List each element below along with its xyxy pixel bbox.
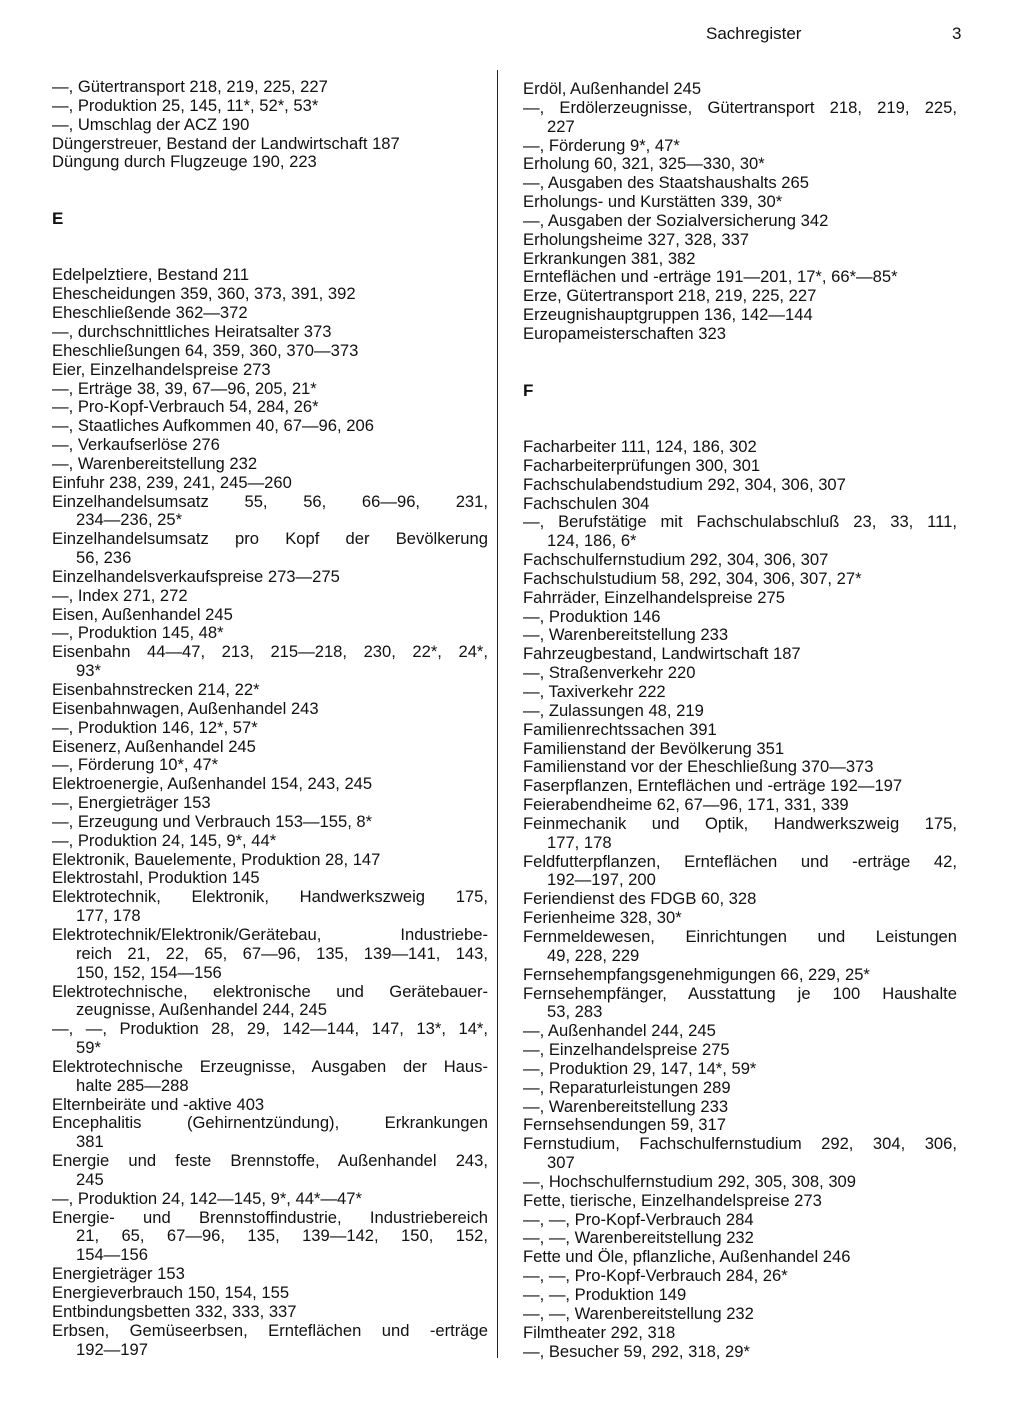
section-gap: [523, 344, 957, 382]
index-entry: —, Produktion 146: [523, 606, 661, 626]
index-entry-continuation: 59*: [76, 1038, 101, 1058]
index-entry: Entbindungsbetten 332, 333, 337: [52, 1301, 297, 1321]
index-entry: Energieträger 153: [52, 1264, 185, 1284]
index-entry-continuation: 154—156: [76, 1245, 148, 1265]
page-header: [0, 24, 1024, 48]
index-column-right: [523, 80, 957, 1361]
index-entry: Feierabendheime 62, 67—96, 171, 331, 339: [523, 795, 849, 815]
index-entry: —, Produktion 25, 145, 11*, 52*, 53*: [52, 95, 319, 115]
index-entry: —, —, Warenbereitstellung 232: [523, 1303, 754, 1323]
index-entry: Facharbeiter 111, 124, 186, 302: [523, 437, 757, 457]
index-entry: Elektronik, Bauelemente, Produktion 28, 147: [52, 849, 381, 869]
page-number: 3: [952, 24, 962, 43]
index-entry: —, Straßenverkehr 220: [523, 663, 696, 683]
index-entry: Elektrotechnik, Elektronik, Handwerkszweig 175,: [52, 887, 488, 907]
index-entry: —, Energieträger 153: [52, 793, 211, 813]
index-entry: —, Verkaufserlöse 276: [52, 435, 220, 455]
index-entry: Facharbeiterprüfungen 300, 301: [523, 455, 761, 475]
section-gap: [52, 229, 488, 267]
index-entry-continuation: 150, 152, 154—156: [76, 962, 222, 982]
index-entry: Feldfutterpflanzen, Ernteflächen und -erträge 42,: [523, 851, 957, 871]
index-entry: Erze, Gütertransport 218, 219, 225, 227: [523, 286, 817, 306]
index-entry: —, Zulassungen 48, 219: [523, 700, 704, 720]
index-entry: Erkrankungen 381, 382: [523, 248, 696, 268]
index-entry: —, Besucher 59, 292, 318, 29*: [523, 1341, 750, 1361]
index-entry: —, Reparaturleistungen 289: [523, 1077, 731, 1097]
index-entry: Erholungs- und Kurstätten 339, 30*: [523, 192, 783, 212]
index-entry: Filmtheater 292, 318: [523, 1322, 676, 1342]
index-entry: Erzeugnishauptgruppen 136, 142—144: [523, 305, 813, 325]
index-entry: —, Warenbereitstellung 233: [523, 625, 729, 645]
section-letter: E: [52, 208, 64, 228]
index-entry: —, Erdölerzeugnisse, Gütertransport 218, 219, 225,: [523, 97, 957, 117]
index-entry: Energie- und Brennstoffindustrie, Industriebereich: [52, 1207, 488, 1227]
index-entry: —, Förderung 9*, 47*: [523, 135, 680, 155]
index-entry: —, Außenhandel 244, 245: [523, 1021, 716, 1041]
section-gap: [523, 400, 957, 438]
index-entry: —, Warenbereitstellung 232: [52, 453, 258, 473]
index-entry: Erbsen, Gemüseerbsen, Ernteflächen und -erträge: [52, 1320, 488, 1340]
index-entry: Erholungsheime 327, 328, 337: [523, 229, 750, 249]
section-letter: F: [523, 380, 534, 400]
index-entry: Fahrräder, Einzelhandelspreise 275: [523, 587, 785, 607]
section-gap: [52, 172, 488, 210]
index-entry: Fahrzeugbestand, Landwirtschaft 187: [523, 644, 801, 664]
index-entry: Fachschulfernstudium 292, 304, 306, 307: [523, 550, 829, 570]
index-entry: Elektrotechnik/Elektronik/Gerätebau, Industriebe-: [52, 924, 488, 944]
index-entry: —, Ausgaben des Staatshaushalts 265: [523, 173, 809, 193]
index-entry: —, Einzelhandelspreise 275: [523, 1040, 730, 1060]
index-entry-continuation: 192—197, 200: [547, 870, 656, 890]
index-entry: Elektrostahl, Produktion 145: [52, 868, 260, 888]
index-entry: Einzelhandelsumsatz 55, 56, 66—96, 231,: [52, 491, 488, 511]
index-entry-continuation: 124, 186, 6*: [547, 531, 637, 551]
index-entry: Fette und Öle, pflanzliche, Außenhandel 246: [523, 1247, 851, 1267]
index-column-left: [52, 78, 488, 1359]
index-entry: Erholung 60, 321, 325—330, 30*: [523, 154, 765, 174]
index-entry: Eisenerz, Außenhandel 245: [52, 736, 256, 756]
index-entry: —, Produktion 24, 142—145, 9*, 44*—47*: [52, 1188, 362, 1208]
index-entry: Familienstand vor der Eheschließung 370—373: [523, 757, 874, 777]
index-entry: —, Gütertransport 218, 219, 225, 227: [52, 77, 328, 96]
index-entry-continuation: zeugnisse, Außenhandel 244, 245: [76, 1000, 327, 1020]
index-entry: Fachschulen 304: [523, 493, 650, 513]
index-entry: —, —, Produktion 149: [523, 1285, 687, 1304]
index-entry: —, Produktion 146, 12*, 57*: [52, 717, 258, 737]
index-entry: —, —, Pro-Kopf-Verbrauch 284, 26*: [523, 1266, 788, 1286]
index-entry: Fernsehsendungen 59, 317: [523, 1115, 726, 1135]
index-entry: Ferienheime 328, 30*: [523, 908, 682, 928]
index-entry: Feriendienst des FDGB 60, 328: [523, 889, 757, 909]
index-entry: —, Produktion 24, 145, 9*, 44*: [52, 830, 277, 850]
index-entry: —, Produktion 145, 48*: [52, 623, 224, 643]
index-entry: Elektrotechnische Erzeugnisse, Ausgaben der Haus-: [52, 1056, 488, 1076]
index-entry: Fachschulabendstudium 292, 304, 306, 307: [523, 474, 846, 494]
index-entry: Energieverbrauch 150, 154, 155: [52, 1283, 290, 1302]
index-entry: Eisenbahnwagen, Außenhandel 243: [52, 698, 319, 718]
index-entry: Encephalitis (Gehirnentzündung), Erkrankungen: [52, 1113, 488, 1133]
index-entry-continuation: 234—236, 25*: [76, 510, 183, 530]
index-entry: —, Staatliches Aufkommen 40, 67—96, 206: [52, 416, 374, 436]
index-entry: —, Erzeugung und Verbrauch 153—155, 8*: [52, 811, 373, 831]
index-entry: Eisenbahnstrecken 214, 22*: [52, 680, 260, 699]
index-entry: —, Ausgaben der Sozialversicherung 342: [523, 210, 829, 230]
index-entry: Fernstudium, Fachschulfernstudium 292, 304, 306,: [523, 1134, 957, 1154]
index-entry: —, —, Pro-Kopf-Verbrauch 284: [523, 1209, 754, 1229]
index-entry-continuation: 53, 283: [547, 1002, 603, 1022]
index-entry: —, Taxiverkehr 222: [523, 682, 666, 701]
index-entry: Energie und feste Brennstoffe, Außenhandel 243,: [52, 1151, 488, 1171]
index-entry: —, durchschnittliches Heiratsalter 373: [52, 321, 332, 341]
index-entry: Fette, tierische, Einzelhandelspreise 273: [523, 1190, 822, 1210]
index-entry: Erdöl, Außenhandel 245: [523, 79, 702, 98]
index-entry-continuation: 93*: [76, 661, 101, 681]
index-entry-continuation: 49, 228, 229: [547, 945, 640, 965]
index-entry-continuation: 381: [76, 1132, 104, 1152]
index-entry: Fernsehempfänger, Ausstattung je 100 Haushalte: [523, 983, 957, 1003]
index-entry-continuation: 227: [547, 116, 575, 136]
index-entry: —, —, Produktion 28, 29, 142—144, 147, 13*, 14*,: [52, 1019, 488, 1039]
index-entry: Elternbeiräte und -aktive 403: [52, 1094, 265, 1114]
index-entry: Eisen, Außenhandel 245: [52, 604, 233, 624]
index-entry: Familienstand der Bevölkerung 351: [523, 738, 785, 758]
index-entry-continuation: 177, 178: [76, 906, 141, 926]
index-entry: Einzelhandelsumsatz pro Kopf der Bevölkerung: [52, 529, 488, 549]
index-entry: Europameisterschaften 323: [523, 323, 726, 343]
index-entry-continuation: halte 285—288: [76, 1075, 189, 1095]
index-entry: Fachschulstudium 58, 292, 304, 306, 307, 27*: [523, 568, 862, 588]
index-entry: Faserpflanzen, Ernteflächen und -erträge 192—197: [523, 776, 903, 796]
index-entry: Ehescheidungen 359, 360, 373, 391, 392: [52, 284, 356, 304]
index-entry-continuation: 245: [76, 1169, 104, 1189]
index-entry: Elektrotechnische, elektronische und Gerätebauer-: [52, 981, 488, 1001]
index-entry: Familienrechtssachen 391: [523, 719, 717, 739]
index-entry: Feinmechanik und Optik, Handwerkszweig 175,: [523, 813, 957, 833]
index-entry: Fernmeldewesen, Einrichtungen und Leistungen: [523, 926, 957, 946]
index-entry-continuation: 192—197: [76, 1339, 148, 1359]
index-entry: —, Erträge 38, 39, 67—96, 205, 21*: [52, 378, 317, 398]
column-divider: [497, 70, 498, 1358]
index-entry: Düngung durch Flugzeuge 190, 223: [52, 152, 317, 172]
index-entry-continuation: 21, 65, 67—96, 135, 139—142, 150, 152,: [76, 1226, 488, 1246]
index-entry: Einzelhandelsverkaufspreise 273—275: [52, 566, 340, 586]
index-entry: —, —, Warenbereitstellung 232: [523, 1228, 754, 1248]
running-title: Sachregister: [706, 24, 802, 43]
index-entry: Fernsehempfangsgenehmigungen 66, 229, 25*: [523, 964, 870, 984]
index-entry-continuation: reich 21, 22, 65, 67—96, 135, 139—141, 143,: [76, 943, 488, 963]
index-entry: —, Index 271, 272: [52, 585, 188, 605]
index-entry: Düngerstreuer, Bestand der Landwirtschaft 187: [52, 133, 400, 153]
index-entry: —, Förderung 10*, 47*: [52, 755, 219, 775]
index-entry: —, Berufstätige mit Fachschulabschluß 23, 33, 111,: [523, 512, 957, 532]
index-entry: —, Produktion 29, 147, 14*, 59*: [523, 1058, 757, 1078]
index-entry-continuation: 307: [547, 1153, 575, 1173]
index-entry-continuation: 56, 236: [76, 548, 132, 568]
index-entry: Elektroenergie, Außenhandel 154, 243, 245: [52, 774, 373, 794]
index-entry: —, Hochschulfernstudium 292, 305, 308, 309: [523, 1171, 857, 1191]
index-entry-continuation: 177, 178: [547, 832, 612, 852]
index-entry: Eisenbahn 44—47, 213, 215—218, 230, 22*, 24*,: [52, 642, 488, 662]
index-entry: Ernteflächen und -erträge 191—201, 17*, 66*—85*: [523, 267, 898, 287]
index-entry: Eheschließende 362—372: [52, 303, 248, 323]
index-entry: Eier, Einzelhandelspreise 273: [52, 359, 271, 379]
index-entry: Edelpelztiere, Bestand 211: [52, 265, 250, 285]
index-entry: Einfuhr 238, 239, 241, 245—260: [52, 472, 292, 492]
index-entry: —, Umschlag der ACZ 190: [52, 114, 250, 134]
index-entry: —, Pro-Kopf-Verbrauch 54, 284, 26*: [52, 397, 319, 417]
index-entry: Eheschließungen 64, 359, 360, 370—373: [52, 340, 359, 360]
index-entry: —, Warenbereitstellung 233: [523, 1096, 729, 1116]
